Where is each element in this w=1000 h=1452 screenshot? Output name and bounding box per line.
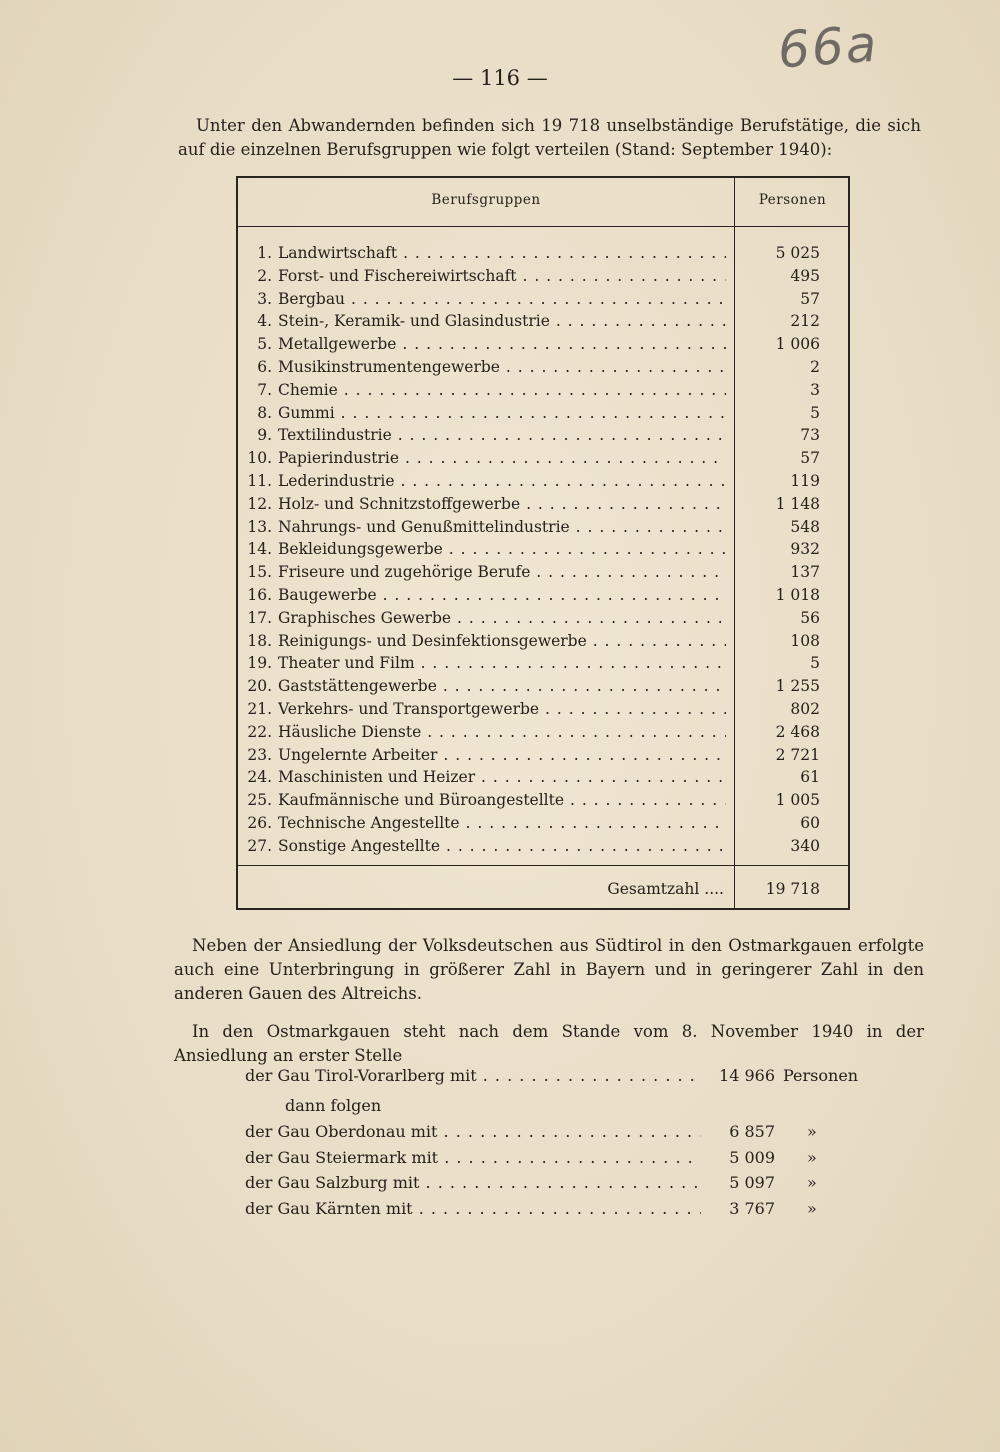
row-value: 495 — [790, 266, 820, 285]
row-number: 20. — [247, 677, 272, 696]
row-value: 3 — [810, 380, 820, 399]
row-number: 23. — [247, 745, 272, 764]
row-value: 1 005 — [775, 791, 820, 810]
row-value: 137 — [790, 563, 820, 582]
row-label: Technische Angestellte . . . — [278, 814, 726, 832]
row-number: 11. — [247, 472, 272, 490]
gau-unit: » — [807, 1198, 817, 1218]
row-label: Lederindustrie . . . — [278, 472, 726, 490]
row-label: Kaufmännische und Büroangestellte . . . — [278, 791, 726, 809]
row-number: 18. — [247, 631, 272, 650]
row-value: 60 — [800, 814, 820, 832]
table-row — [238, 540, 848, 563]
row-label: Bergbau . . . — [278, 290, 726, 308]
gau-label: der Gau Oberdonau mit . . . — [245, 1122, 701, 1141]
gau-value: 3 767 — [729, 1198, 775, 1218]
table-row — [238, 495, 848, 518]
row-value: 212 — [790, 312, 820, 331]
header-divider — [238, 226, 848, 227]
row-number: 25. — [247, 791, 272, 810]
row-number: 7. — [257, 380, 272, 399]
row-label: Reinigungs- und Desinfektionsgewerbe . . . — [278, 632, 726, 650]
then-follow-label: dann folgen — [285, 1096, 382, 1115]
table-row — [238, 837, 848, 860]
row-value: 802 — [790, 700, 820, 718]
row-label: Stein-, Keramik- und Glasindustrie . . . — [278, 312, 726, 330]
row-value: 119 — [790, 472, 820, 490]
gau-unit: » — [807, 1147, 817, 1167]
row-value: 1 018 — [775, 586, 820, 604]
row-label: Maschinisten und Heizer . . . — [278, 768, 726, 786]
row-value: 1 255 — [775, 677, 820, 696]
row-number: 27. — [247, 836, 272, 855]
table-row — [238, 586, 848, 609]
row-number: 24. — [247, 768, 272, 787]
row-label: Musikinstrumentengewerbe . . . — [278, 358, 726, 376]
gau-value: 6 857 — [729, 1122, 775, 1141]
intro-paragraph: Unter den Abwandernden befinden sich 19 718 unselbständige Berufstätige, die sich auf die einzelnen Berufsgruppen wie folgt verteilen (Stand: September 1940): — [178, 116, 921, 159]
row-value: 57 — [800, 289, 820, 308]
row-value: 5 — [810, 654, 820, 673]
row-number: 26. — [247, 814, 272, 832]
total-divider — [238, 865, 848, 866]
row-number: 17. — [247, 608, 272, 627]
column-header-groups: Berufsgruppen — [431, 192, 541, 208]
total-value: 19 718 — [765, 880, 820, 898]
gau-label: der Gau Tirol-Vorarlberg mit . . . — [245, 1066, 701, 1085]
table-row — [238, 518, 848, 541]
table-row — [238, 358, 848, 381]
row-value: 108 — [790, 631, 820, 650]
gau-value: 14 966 — [719, 1066, 775, 1085]
row-value: 56 — [800, 608, 820, 627]
table-row — [238, 449, 848, 472]
row-number: 3. — [257, 289, 272, 308]
row-value: 340 — [790, 836, 820, 855]
row-label: Ungelernte Arbeiter . . . — [278, 746, 726, 764]
row-value: 2 721 — [775, 745, 820, 764]
row-number: 13. — [247, 517, 272, 536]
gau-row — [245, 1173, 885, 1197]
row-label: Baugewerbe . . . — [278, 586, 726, 604]
row-number: 22. — [247, 722, 272, 741]
row-label: Gummi . . . — [278, 404, 726, 422]
row-label: Metallgewerbe . . . — [278, 335, 726, 353]
table-row — [238, 677, 848, 700]
page-number: — 116 — — [452, 66, 548, 90]
gau-label: der Gau Steiermark mit . . . — [245, 1148, 701, 1167]
row-value: 1 148 — [775, 494, 820, 513]
row-number: 12. — [247, 494, 272, 513]
row-number: 1. — [257, 244, 272, 262]
gau-value: 5 009 — [729, 1147, 775, 1167]
gau-unit: » — [807, 1122, 817, 1141]
table-row — [238, 814, 848, 837]
table-row — [238, 746, 848, 769]
row-value: 5 — [810, 403, 820, 422]
occupation-table — [236, 176, 850, 910]
table-row — [238, 335, 848, 358]
row-value: 1 006 — [775, 335, 820, 354]
row-number: 2. — [257, 266, 272, 285]
row-label: Chemie . . . — [278, 381, 726, 399]
row-number: 15. — [247, 563, 272, 582]
gau-row — [245, 1199, 885, 1223]
handwritten-page-note: 66a — [776, 14, 881, 80]
table-row — [238, 267, 848, 290]
row-label: Sonstige Angestellte . . . — [278, 837, 726, 855]
gau-unit: Personen — [783, 1066, 859, 1085]
row-number: 6. — [257, 358, 272, 376]
table-row — [238, 723, 848, 746]
table-row — [238, 654, 848, 677]
gau-row — [245, 1148, 885, 1172]
table-row — [238, 426, 848, 449]
column-header-persons: Personen — [758, 192, 827, 208]
gau-unit: » — [807, 1173, 817, 1192]
row-number: 21. — [247, 700, 272, 718]
row-number: 10. — [247, 449, 272, 468]
table-row — [238, 404, 848, 427]
table-row — [238, 700, 848, 723]
table-row — [238, 244, 848, 267]
settlement-paragraph: Neben der Ansiedlung der Volksdeutschen aus Südtirol in den Ostmarkgauen erfolgte auch eine Unterbringung in größerer Zahl in Bayern und in geringerer Zahl in den anderen Gauen des Altreichs. — [174, 936, 924, 1003]
table-row — [238, 472, 848, 495]
row-number: 19. — [247, 654, 272, 673]
gau-label: der Gau Kärnten mit . . . — [245, 1199, 701, 1218]
row-label: Theater und Film . . . — [278, 654, 726, 672]
ostmark-paragraph: In den Ostmarkgauen steht nach dem Stande vom 8. November 1940 in der Ansiedlung an erster Stelle — [174, 1022, 924, 1065]
row-label: Bekleidungsgewerbe . . . — [278, 540, 726, 558]
table-row — [238, 290, 848, 313]
gau-value: 5 097 — [729, 1173, 775, 1192]
row-label: Papierindustrie . . . — [278, 449, 726, 467]
table-row — [238, 791, 848, 814]
row-number: 9. — [257, 426, 272, 445]
row-value: 2 468 — [775, 722, 820, 741]
total-label: Gesamtzahl .... — [607, 880, 724, 898]
row-label: Textilindustrie . . . — [278, 426, 726, 444]
row-value: 5 025 — [775, 244, 820, 262]
row-value: 61 — [800, 768, 820, 787]
table-row — [238, 632, 848, 655]
table-row — [238, 312, 848, 335]
row-label: Nahrungs- und Genußmittelindustrie . . . — [278, 518, 726, 536]
row-value: 73 — [800, 426, 820, 445]
row-value: 548 — [790, 517, 820, 536]
row-value: 57 — [800, 449, 820, 468]
row-label: Graphisches Gewerbe . . . — [278, 609, 726, 627]
row-label: Häusliche Dienste . . . — [278, 723, 726, 741]
row-label: Friseure und zugehörige Berufe . . . — [278, 563, 726, 581]
table-row — [238, 609, 848, 632]
row-label: Verkehrs- und Transportgewerbe . . . — [278, 700, 726, 718]
row-label: Holz- und Schnitzstoffgewerbe . . . — [278, 495, 726, 513]
row-value: 932 — [790, 540, 820, 559]
table-row — [238, 563, 848, 586]
table-row — [238, 381, 848, 404]
gau-first-row — [245, 1066, 885, 1090]
row-number: 5. — [257, 335, 272, 354]
row-label: Gaststättengewerbe . . . — [278, 677, 726, 695]
row-label: Landwirtschaft . . . — [278, 244, 726, 262]
gau-label: der Gau Salzburg mit . . . — [245, 1173, 701, 1192]
row-number: 8. — [257, 403, 272, 422]
row-label: Forst- und Fischereiwirtschaft . . . — [278, 267, 726, 285]
row-number: 4. — [257, 312, 272, 331]
table-row — [238, 768, 848, 791]
row-number: 16. — [247, 586, 272, 604]
row-number: 14. — [247, 540, 272, 559]
gau-row — [245, 1122, 885, 1146]
row-value: 2 — [810, 358, 820, 376]
